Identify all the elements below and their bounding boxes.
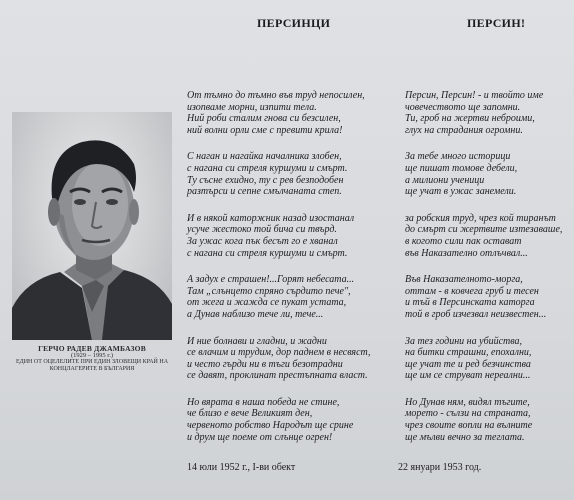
stanza (187, 336, 402, 382)
caption-years: (1929 – 1995 г.) (70, 352, 113, 359)
poem-line: и често гърди ни в тъги безотрадни (187, 358, 343, 370)
left-poem-date: 14 юли 1952 г., I-ви обект (187, 462, 296, 473)
poem-line: За тез години на убийства, (405, 335, 523, 347)
poem-line: И ние болнави и гладни, и жадни (187, 335, 327, 347)
poem-line: и друм ще поеме от слънце огрен! (187, 431, 333, 443)
poem-line: За ужас кога пък бесът го е хванал (187, 235, 338, 247)
poem-line: в когото сили пак остават (405, 235, 522, 247)
stanza (405, 213, 570, 259)
poem-line: От тъмно до тъмно във труд непосилен, (187, 90, 365, 101)
poem-line: и тъй в Персинската каторга (405, 297, 535, 309)
right-poem-date: 22 януари 1953 год. (398, 462, 482, 473)
poem-line: усуче жестоко той бича си твърд. (187, 224, 337, 236)
right-poem (405, 90, 570, 458)
poem-line: ще мълви вечно за теглата. (405, 431, 525, 443)
stanza (405, 90, 570, 136)
stanza (187, 397, 402, 443)
poem-line: морето - сълзи на страната, (405, 408, 531, 420)
poem-line: а милиони ученици (405, 174, 485, 186)
poem-line: За тебе много историци (405, 151, 511, 163)
poem-line: се влачим и трудим, дор паднем в несвяст, (187, 347, 371, 359)
right-poem-title: ПЕРСИН! (467, 16, 526, 30)
poem-line: с нагана си стреля куршуми и смърт. (187, 162, 348, 174)
poem-line: И в някой каторжник назад изостанал (187, 212, 355, 224)
caption-line: КОНЦЛАГЕРИТЕ В БЪЛГАРИЯ (49, 366, 135, 372)
poem-line: се давят, проклинат престъпната власт. (187, 370, 368, 382)
poem-line: ний волни орли сме с превити крила! (187, 124, 343, 136)
poem-line: Персин, Персин! - и твойто име (405, 90, 544, 101)
stanza (187, 90, 402, 136)
poem-line: че близо е вече Великият ден, (187, 408, 313, 420)
poem-line: глух на страдания огромни. (405, 124, 523, 136)
photo-caption (12, 345, 172, 373)
poem-line: а Дунав наблизо тече ли, тече... (187, 308, 324, 320)
stanza (187, 151, 402, 197)
left-poem-title: ПЕРСИНЦИ (257, 16, 331, 30)
poem-line: оттам - в ковчега груб и тесен (405, 285, 539, 297)
poem-line: А задух е страшен!...Горят небесата... (187, 274, 355, 286)
poem-line: чрез своите вопли на вълните (405, 420, 533, 432)
stanza (405, 274, 570, 320)
poem-line: Ти, гроб на жертви неброими, (405, 113, 535, 125)
poem-line: изопваме морни, изпити тела. (187, 101, 317, 113)
stanza (187, 274, 402, 320)
poem-line: Но Дунав ням, видял тъгите, (405, 396, 530, 408)
stanza (405, 397, 570, 443)
poem-line: до смърт си жертвите изтезаваше, (405, 224, 563, 236)
poem-line: Ту съсне ехидно, ту с рев безподобен (187, 174, 344, 186)
poem-line: ще учат в ужас занемели. (405, 186, 517, 198)
poem-line: Но вярата в наша победа не стине, (187, 396, 340, 408)
poem-line: червеното робство Народът ще срине (187, 420, 354, 432)
poem-line: С наган и нагайка началника злобен, (187, 151, 342, 163)
poem-line: ще учат те и ред безчинства (405, 358, 531, 370)
poem-line: ще им се струват нереални... (405, 370, 531, 382)
poem-line: във Наказателно отлъчвал... (405, 247, 528, 259)
poem-line: Във Наказателното-морга, (405, 274, 523, 286)
poem-line: на битки страшни, епохални, (405, 347, 532, 359)
poem-line: човечеството ще запомни. (405, 101, 521, 113)
stanza (187, 213, 402, 259)
portrait-photo (12, 112, 172, 340)
poem-line: той в гроб изчезвал неизвестен... (405, 308, 547, 320)
stanza (405, 336, 570, 382)
stanza (405, 151, 570, 197)
poem-line: разтърси и сепне смълчаната степ. (187, 186, 342, 198)
poem-line: Ний роби сталим гнова си безсилен, (187, 113, 341, 125)
caption-name: ГЕРЧО РАДЕВ ДЖАМБАЗОВ (38, 344, 146, 353)
poem-line: с нагана си стреля куршуми и смърт. (187, 247, 348, 259)
portrait-drawing (12, 112, 172, 340)
poem-line: ще пишат томове дебели, (405, 162, 518, 174)
poem-line: за робския труд, чрез кой тиранът (405, 212, 556, 224)
poem-line: Там „слънцето спряно сърдито пече", (187, 285, 351, 297)
caption-line: ЕДИН ОТ ОЦЕЛЕЛИТЕ ПРИ ЕДИН ЗЛОВЕЩИ КРАЙ НА (15, 359, 169, 365)
poem-line: от жега и жажда се пукат устата, (187, 297, 347, 309)
left-poem (187, 90, 402, 458)
